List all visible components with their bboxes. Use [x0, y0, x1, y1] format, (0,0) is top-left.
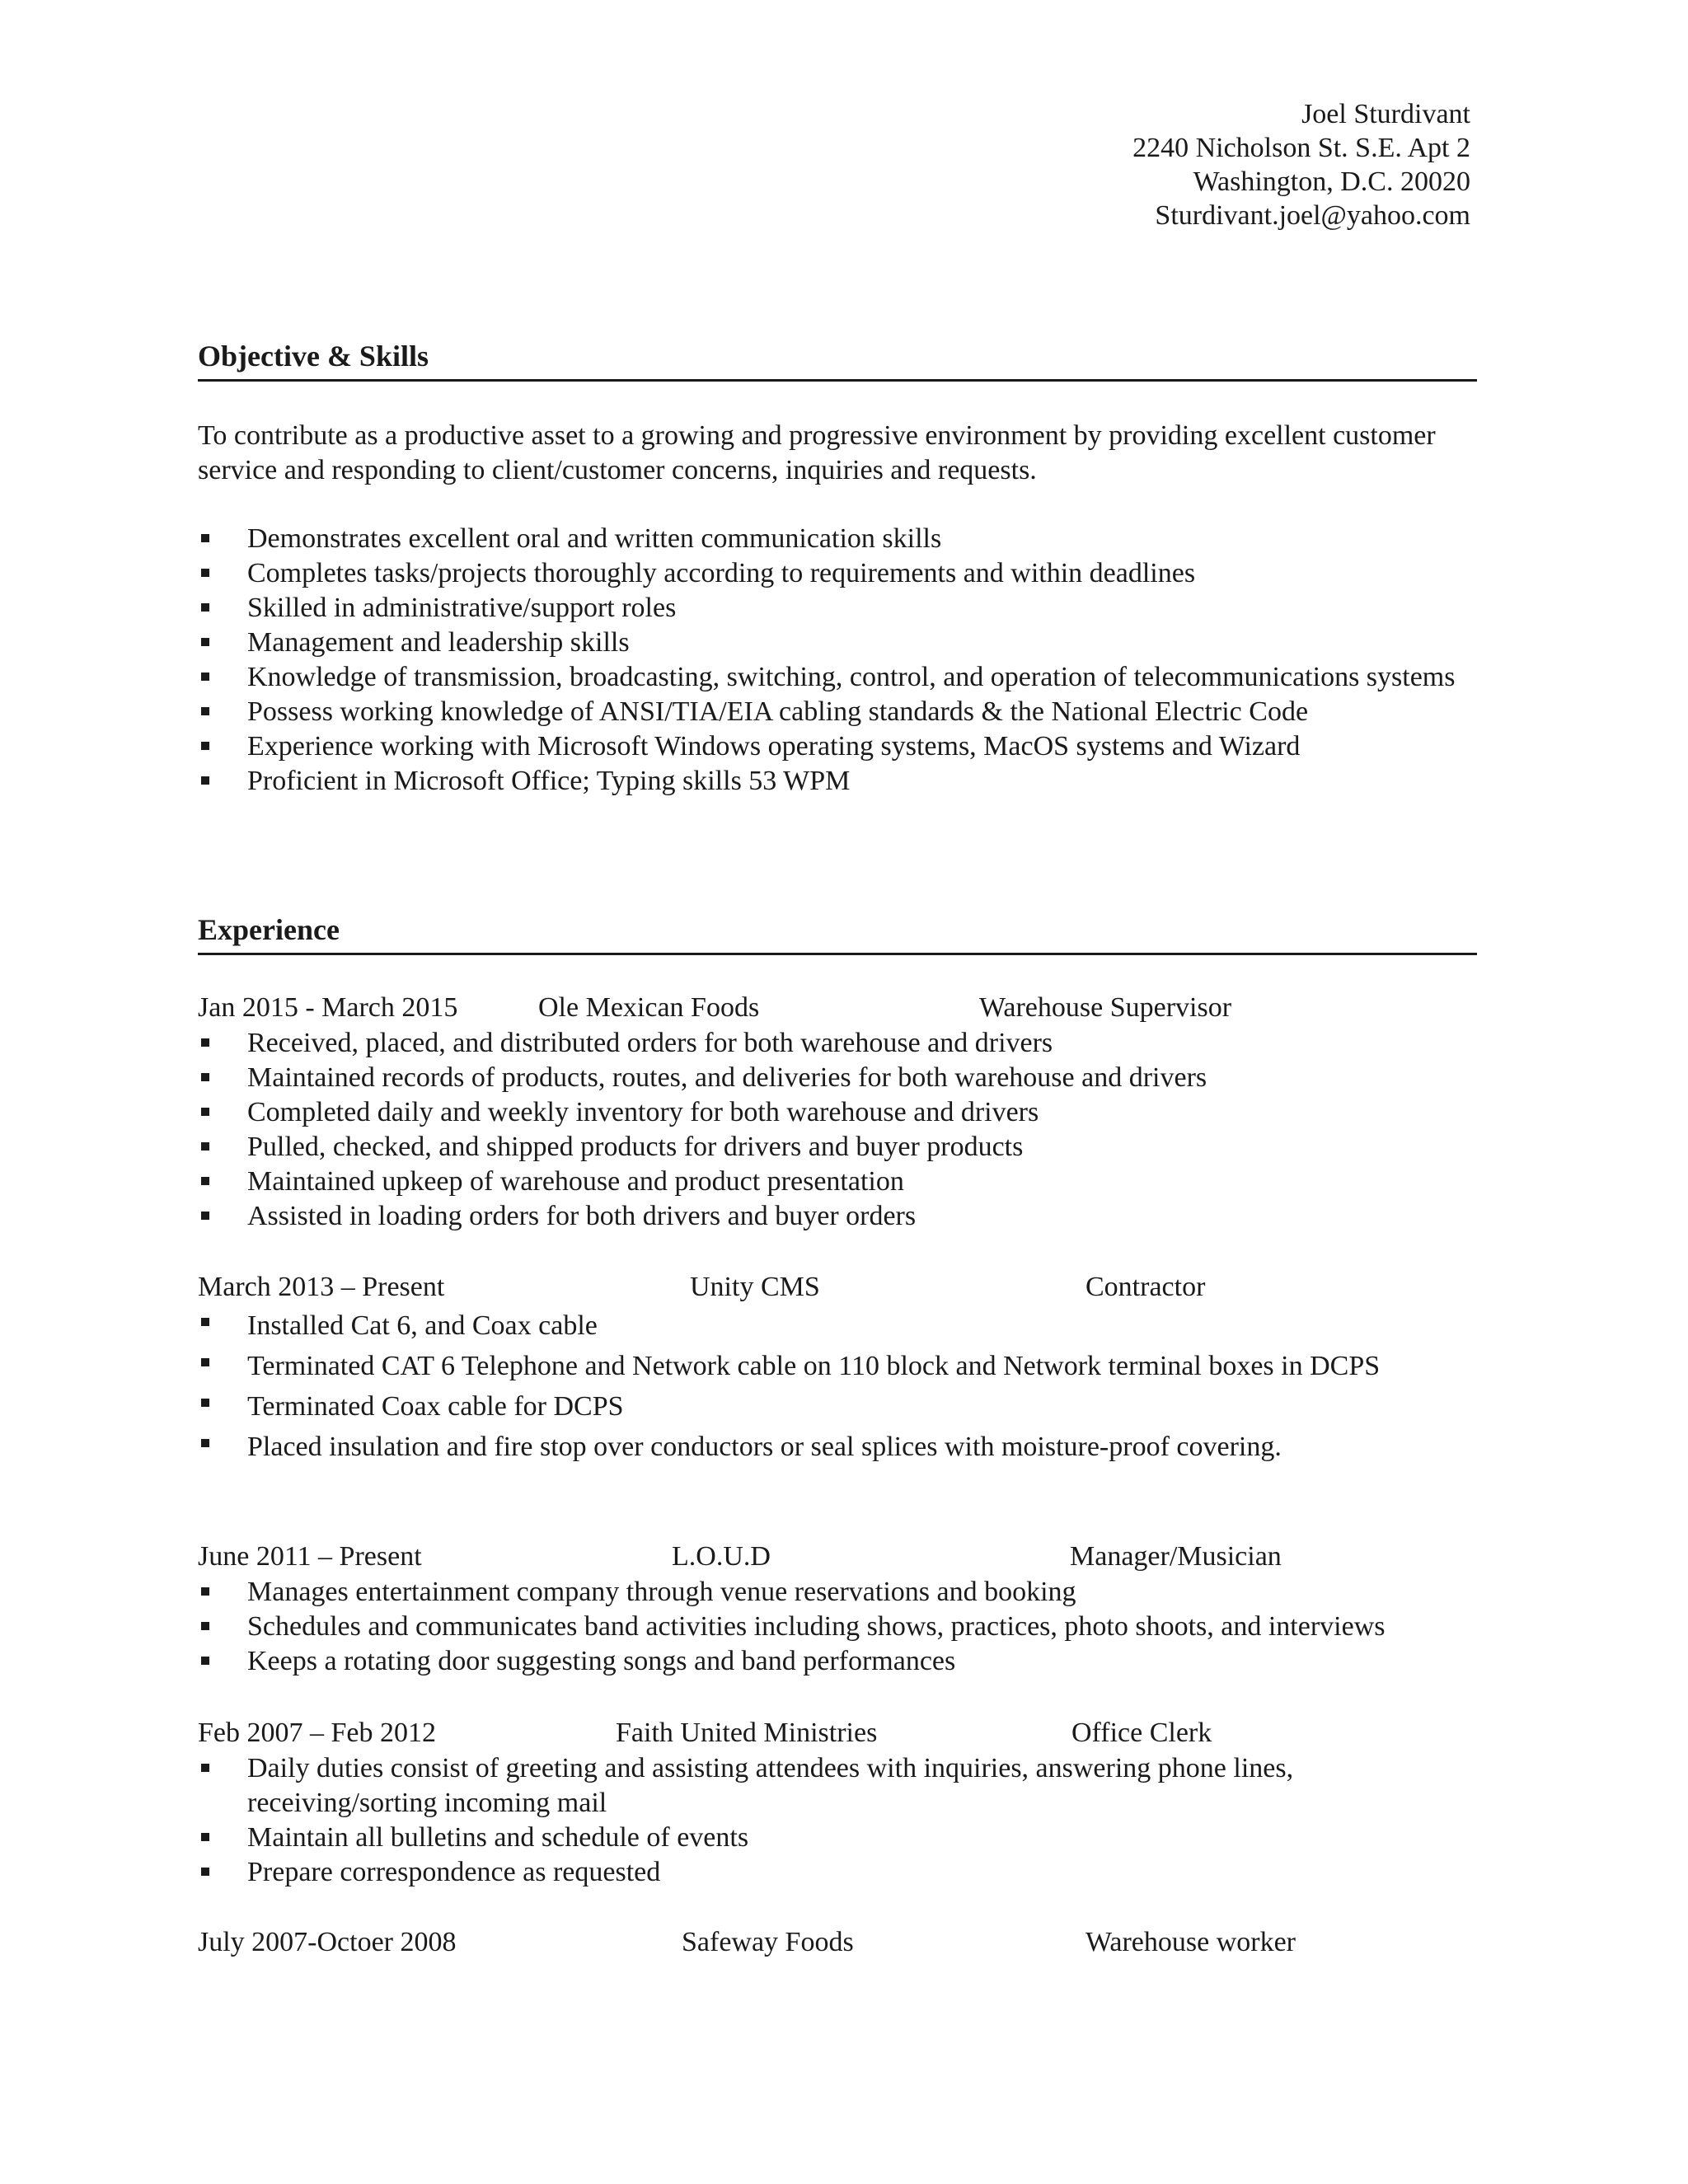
duty-item: Completed daily and weekly inventory for both warehouse and drivers — [198, 1095, 1484, 1130]
job-header — [198, 1715, 1477, 1751]
duty-item: Terminated Coax cable for DCPS — [198, 1386, 1484, 1427]
job-company: L.O.U.D — [672, 1541, 771, 1572]
skill-item: Skilled in administrative/support roles — [198, 591, 1484, 626]
job-company: Unity CMS — [690, 1272, 820, 1302]
contact-email: Sturdivant.joel@yahoo.com — [1155, 200, 1470, 231]
duty-item: Installed Cat 6, and Coax cable — [198, 1305, 1484, 1346]
duty-item: Schedules and communicates band activities including shows, practices, photo shoots, and interviews — [198, 1610, 1484, 1644]
skill-item: Management and leadership skills — [198, 626, 1484, 660]
job-company: Safeway Foods — [682, 1927, 854, 1957]
contact-address: 2240 Nicholson St. S.E. Apt 2 — [1132, 133, 1470, 163]
job-title: Warehouse Supervisor — [979, 992, 1232, 1023]
job-company: Ole Mexican Foods — [538, 992, 760, 1023]
skill-item: Proficient in Microsoft Office; Typing skills 53 WPM — [198, 764, 1484, 799]
skill-item: Experience working with Microsoft Windows operating systems, MacOS systems and Wizard — [198, 729, 1484, 764]
job-company: Faith United Ministries — [616, 1718, 878, 1748]
contact-block — [1132, 97, 1470, 232]
experience-heading: Experience — [198, 912, 1477, 955]
duty-item: Placed insulation and fire stop over conductors or seal splices with moisture-proof covering. — [198, 1427, 1484, 1467]
job-duties — [198, 1026, 1484, 1234]
duty-item: Maintained records of products, routes, and deliveries for both warehouse and drivers — [198, 1061, 1484, 1095]
contact-city: Washington, D.C. 20020 — [1193, 166, 1470, 197]
job-dates: July 2007-Octoer 2008 — [198, 1927, 457, 1957]
duty-item: Received, placed, and distributed orders for both warehouse and drivers — [198, 1026, 1484, 1061]
job-title: Office Clerk — [1071, 1718, 1212, 1748]
skills-list — [198, 522, 1484, 799]
job-dates: June 2011 – Present — [198, 1541, 422, 1572]
job-title: Warehouse worker — [1085, 1927, 1296, 1957]
job-title: Manager/Musician — [1070, 1541, 1282, 1572]
job-duties — [198, 1751, 1484, 1890]
duty-item: Terminated CAT 6 Telephone and Network cable on 110 block and Network terminal boxes in DCPS — [198, 1346, 1484, 1386]
job-dates: Jan 2015 - March 2015 — [198, 992, 458, 1023]
job-header — [198, 990, 1477, 1026]
job-header — [198, 1539, 1477, 1575]
duty-item: Keeps a rotating door suggesting songs and band performances — [198, 1644, 1484, 1679]
skill-item: Knowledge of transmission, broadcasting, switching, control, and operation of telecommunications systems — [198, 660, 1484, 695]
duty-item: Maintain all bulletins and schedule of events — [198, 1821, 1484, 1855]
skill-item: Demonstrates excellent oral and written communication skills — [198, 522, 1484, 556]
job-duties — [198, 1575, 1484, 1679]
job-dates: Feb 2007 – Feb 2012 — [198, 1718, 436, 1748]
contact-name: Joel Sturdivant — [1301, 99, 1470, 129]
job-title: Contractor — [1085, 1272, 1206, 1302]
duty-item: Prepare correspondence as requested — [198, 1855, 1484, 1890]
duty-item: Pulled, checked, and shipped products for drivers and buyer products — [198, 1130, 1484, 1165]
skill-item: Completes tasks/projects thoroughly according to requirements and within deadlines — [198, 556, 1484, 591]
job-header — [198, 1924, 1477, 1961]
objective-text: To contribute as a productive asset to a growing and progressive environment by providing excellent customer service and responding to client/customer concerns, inquiries and requests. — [198, 420, 1436, 485]
duty-item: Manages entertainment company through venue reservations and booking — [198, 1575, 1484, 1610]
objective-heading: Objective & Skills — [198, 338, 1477, 382]
duty-item: Daily duties consist of greeting and assisting attendees with inquiries, answering phone lines, receiving/sorting incoming mail — [198, 1751, 1484, 1821]
skill-item: Possess working knowledge of ANSI/TIA/EIA cabling standards & the National Electric Code — [198, 695, 1484, 729]
duty-item: Maintained upkeep of warehouse and product presentation — [198, 1165, 1484, 1199]
job-dates: March 2013 – Present — [198, 1272, 445, 1302]
duty-item: Assisted in loading orders for both drivers and buyer orders — [198, 1199, 1484, 1234]
job-duties — [198, 1305, 1484, 1467]
job-header — [198, 1269, 1477, 1305]
